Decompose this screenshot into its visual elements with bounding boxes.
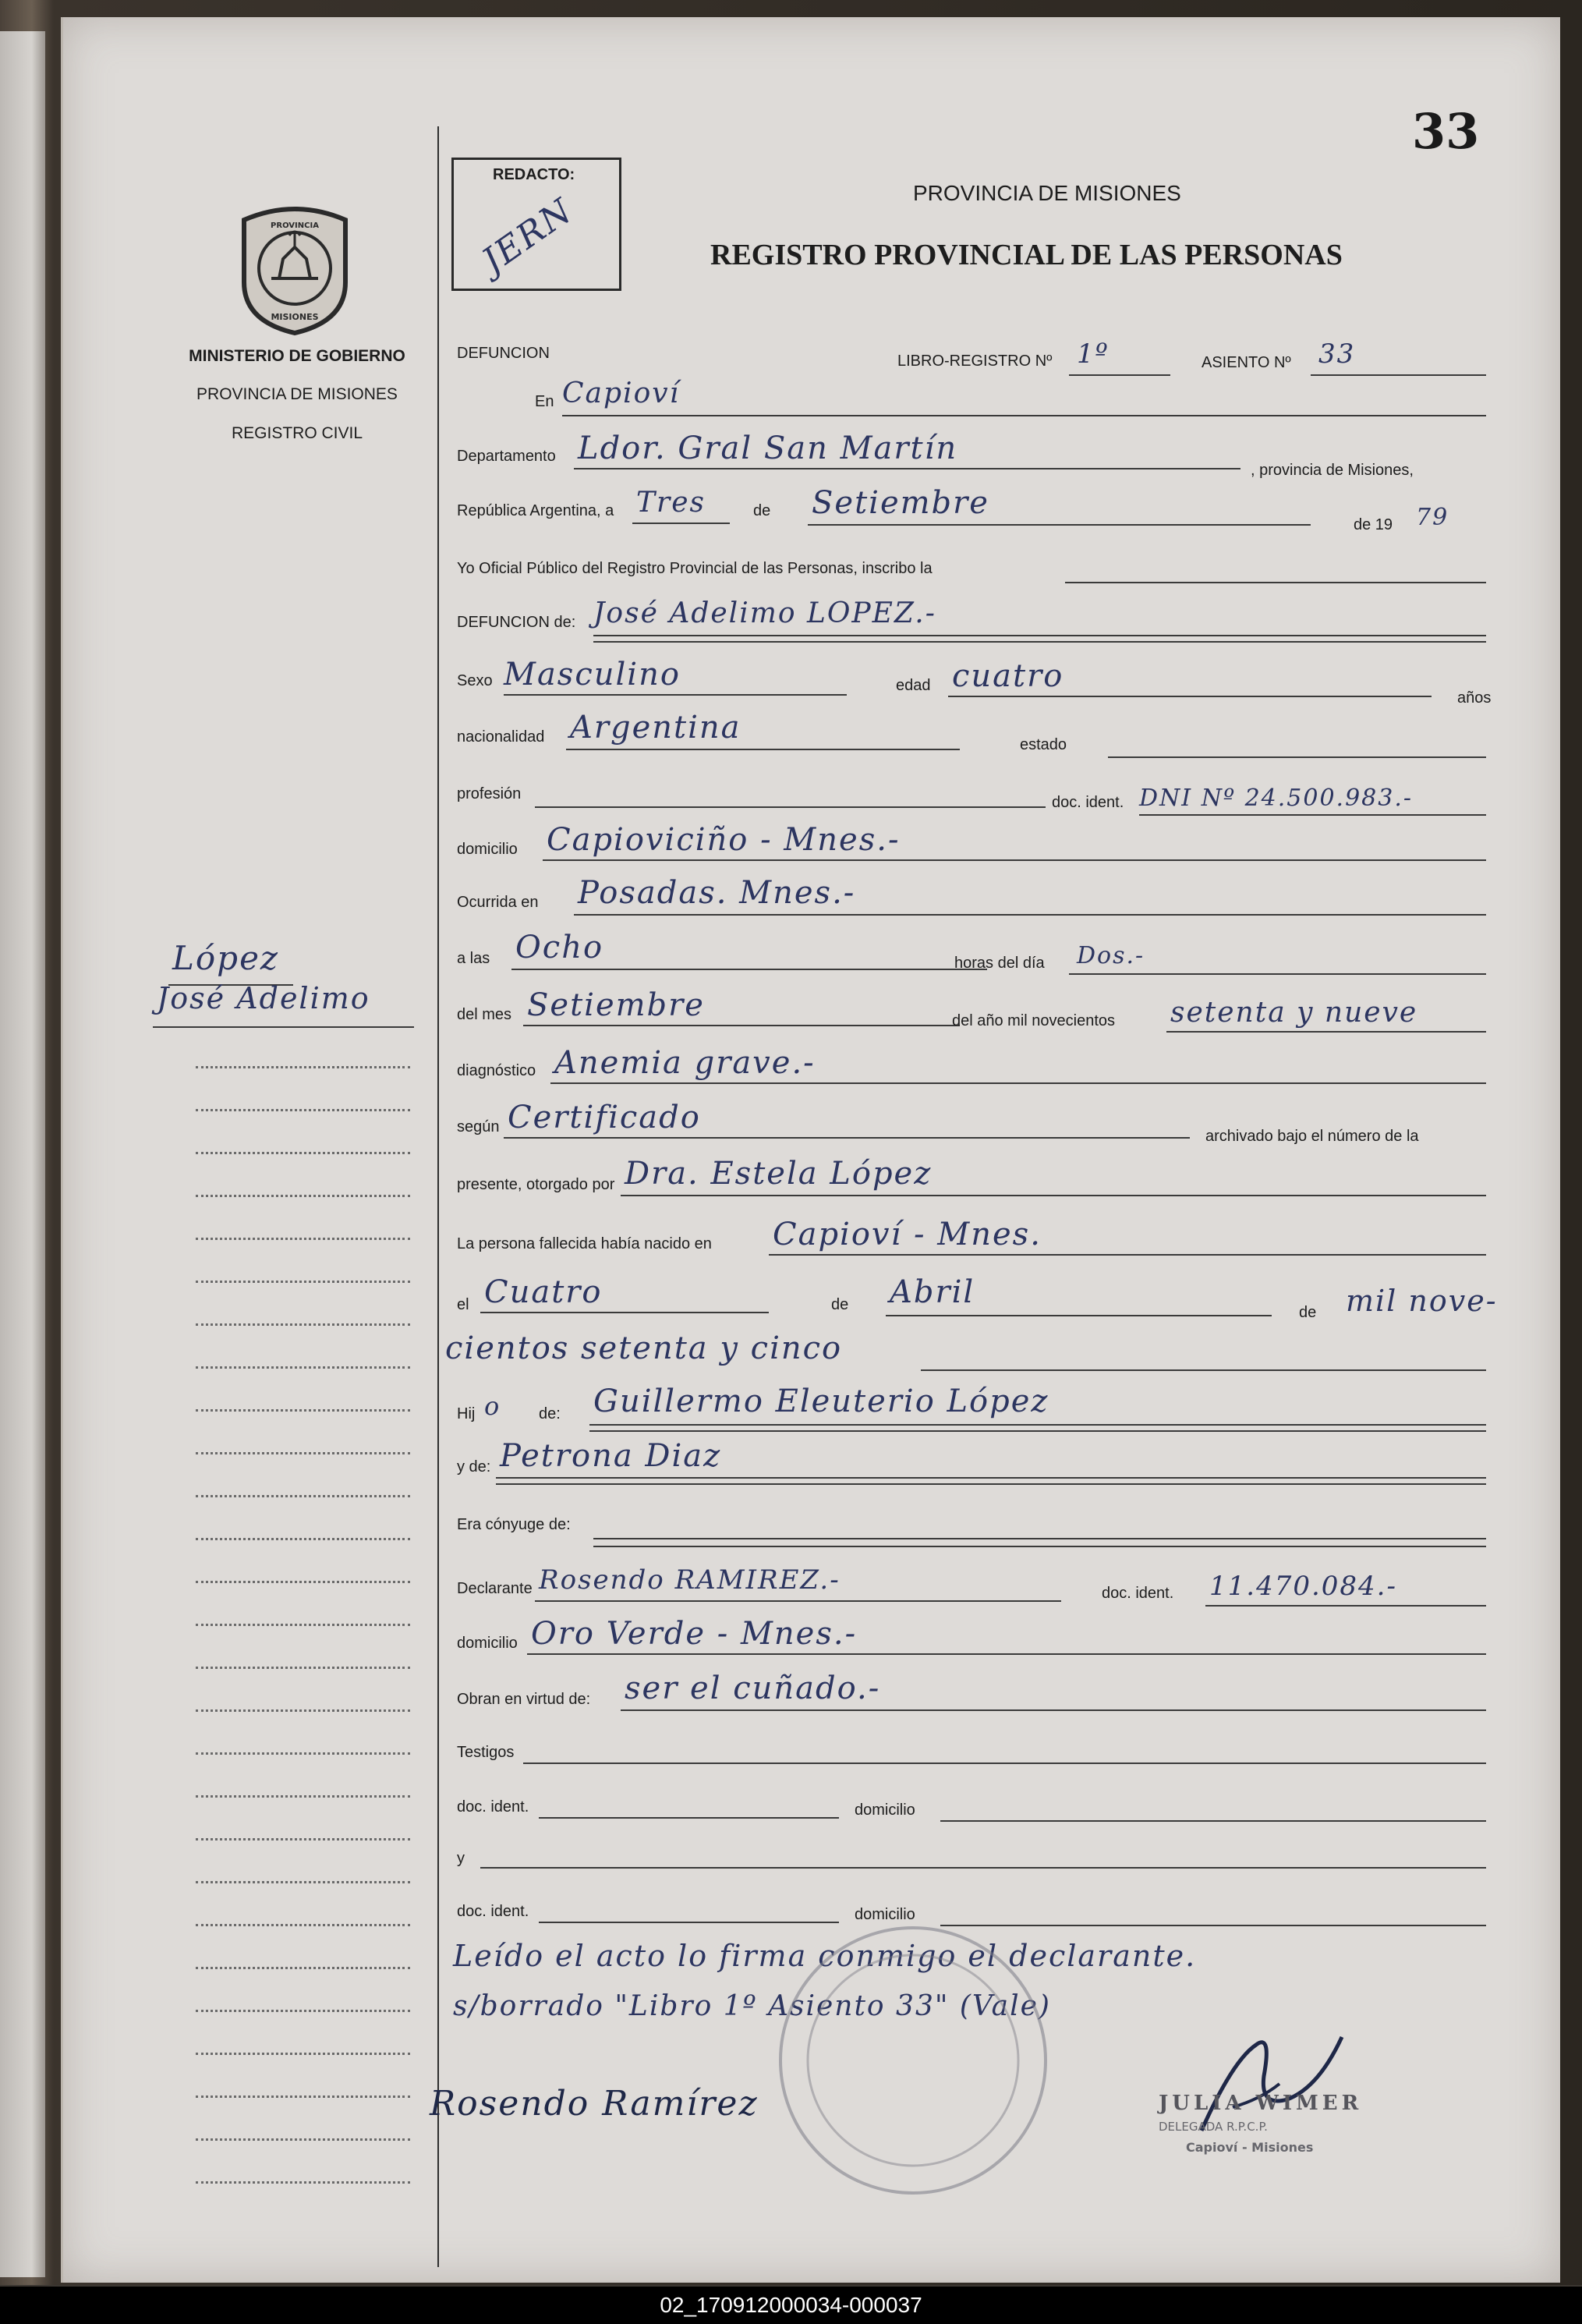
ministry-line2: PROVINCIA DE MISIONES bbox=[196, 385, 398, 403]
estado-label: estado bbox=[1020, 736, 1067, 753]
asiento-label: ASIENTO Nº bbox=[1202, 354, 1291, 371]
redacto-box bbox=[451, 158, 621, 291]
t2-doc-label: doc. ident. bbox=[457, 1903, 529, 1920]
edad-label: edad bbox=[896, 677, 931, 694]
decl-doc-label: doc. ident. bbox=[1102, 1585, 1174, 1602]
continuacion-value: cientos setenta y cinco bbox=[445, 1330, 843, 1366]
testigos-label: Testigos bbox=[457, 1744, 515, 1761]
declarante-signature: Rosendo Ramírez bbox=[430, 2084, 759, 2124]
padre-value: Guillermo Eleuterio López bbox=[593, 1383, 1049, 1419]
margin-note-surname: López bbox=[172, 939, 280, 977]
t1-doc-label: doc. ident. bbox=[457, 1798, 529, 1816]
de2-label: de bbox=[831, 1296, 849, 1313]
register-page bbox=[61, 17, 1560, 2283]
t1-dom-label: domicilio bbox=[855, 1801, 915, 1819]
margin-note-given-names: José Adelimo bbox=[157, 981, 370, 1015]
official-name: JULIA WIMER bbox=[1159, 2092, 1363, 2115]
el-value: Cuatro bbox=[484, 1274, 603, 1310]
official-place: Capioví - Misiones bbox=[1186, 2140, 1314, 2155]
defuncion-de-label: DEFUNCION de: bbox=[457, 614, 576, 631]
previous-page-edge bbox=[0, 31, 45, 2277]
ministry-line3: REGISTRO CIVIL bbox=[231, 424, 363, 442]
de3-label: de bbox=[1299, 1304, 1317, 1321]
yde-label: y de: bbox=[457, 1458, 491, 1476]
declarante-label: Declarante bbox=[457, 1580, 533, 1597]
delmes-label: del mes bbox=[457, 1006, 512, 1023]
nacido-label: La persona fallecida había nacido en bbox=[457, 1235, 712, 1252]
archivado-label: archivado bajo el número de la bbox=[1205, 1128, 1419, 1145]
diagnostico-value: Anemia grave.- bbox=[554, 1045, 816, 1081]
dia-value: Tres bbox=[636, 487, 706, 519]
doc-ident-value: DNI Nº 24.500.983.- bbox=[1139, 785, 1414, 812]
segun-value: Certificado bbox=[508, 1100, 701, 1135]
departamento-label: Departamento bbox=[457, 448, 556, 465]
nombre-value: José Adelimo LOPEZ.- bbox=[593, 597, 936, 629]
delanio-label: del año mil novecientos bbox=[952, 1012, 1116, 1029]
nacionalidad-label: nacionalidad bbox=[457, 728, 545, 746]
libro-label: LIBRO-REGISTRO Nº bbox=[897, 352, 1053, 370]
ocurrida-label: Ocurrida en bbox=[457, 894, 539, 911]
closing-note-line1: Leído el acto lo firma conmigo el declarante. bbox=[453, 1939, 1197, 1973]
libro-value: 1º bbox=[1077, 338, 1110, 370]
domicilio-label: domicilio bbox=[457, 841, 518, 858]
doc-ident-label: doc. ident. bbox=[1052, 794, 1124, 811]
hij-de-label: de: bbox=[539, 1405, 561, 1422]
header-registry: REGISTRO PROVINCIAL DE LAS PERSONAS bbox=[710, 239, 1343, 271]
profesion-label: profesión bbox=[457, 785, 522, 802]
province-seal-icon bbox=[236, 204, 353, 340]
segun-label: según bbox=[457, 1118, 500, 1135]
delanio-value: setenta y nueve bbox=[1170, 997, 1418, 1029]
hij-suffix: o bbox=[484, 1391, 501, 1421]
en-label: En bbox=[535, 393, 554, 410]
de2-value: Abril bbox=[890, 1274, 975, 1310]
en-value: Capioví bbox=[562, 377, 681, 409]
official-title: DELEGADA R.P.C.P. bbox=[1159, 2120, 1268, 2134]
anio-value: 79 bbox=[1416, 504, 1449, 531]
domicilio-value: Capioviciño - Mnes.- bbox=[547, 822, 901, 858]
hij-label: Hij bbox=[457, 1405, 476, 1422]
closing-note-line2: s/borrado "Libro 1º Asiento 33" (Vale) bbox=[453, 1990, 1051, 2022]
seal-top-text: PROVINCIA bbox=[271, 221, 319, 230]
anios-label: años bbox=[1457, 689, 1492, 707]
diagnostico-label: diagnóstico bbox=[457, 1062, 536, 1079]
horas-label: horas del día bbox=[954, 955, 1045, 972]
decl-dom-label: domicilio bbox=[457, 1635, 518, 1652]
ministry-line1: MINISTERIO DE GOBIERNO bbox=[189, 347, 405, 365]
obran-value: ser el cuñado.- bbox=[625, 1670, 881, 1706]
nacionalidad-value: Argentina bbox=[570, 710, 741, 746]
madre-value: Petrona Diaz bbox=[500, 1438, 722, 1474]
departamento-value: Ldor. Gral San Martín bbox=[578, 430, 958, 466]
presente-label: presente, otorgado por bbox=[457, 1176, 615, 1193]
decl-doc-value: 11.470.084.- bbox=[1209, 1571, 1397, 1602]
redacto-initials: JERN bbox=[475, 190, 581, 282]
delmes-value: Setiembre bbox=[527, 987, 705, 1023]
de-label: de bbox=[753, 502, 771, 519]
asiento-value: 33 bbox=[1318, 338, 1356, 370]
oficial-label: Yo Oficial Público del Registro Provincial de las Personas, inscribo la bbox=[457, 560, 933, 577]
alas-label: a las bbox=[457, 950, 490, 967]
mes-value: Setiembre bbox=[812, 485, 989, 521]
provincia-suffix: , provincia de Misiones, bbox=[1251, 462, 1414, 479]
t2-dom-label: domicilio bbox=[855, 1906, 915, 1923]
page-number: 33 bbox=[1412, 103, 1480, 160]
edad-value: cuatro bbox=[952, 658, 1064, 694]
alas-value: Ocho bbox=[515, 930, 604, 965]
el-label: el bbox=[457, 1296, 469, 1313]
form-left-rule bbox=[437, 126, 439, 2267]
seal-bottom-text: MISIONES bbox=[271, 312, 319, 322]
de3-value: mil nove- bbox=[1346, 1284, 1498, 1318]
de19-label: de 19 bbox=[1354, 516, 1393, 533]
official-stamp-icon bbox=[773, 1920, 1053, 2204]
sexo-value: Masculino bbox=[504, 657, 681, 693]
decl-dom-value: Oro Verde - Mnes.- bbox=[531, 1616, 858, 1652]
republica-label: República Argentina, a bbox=[457, 502, 614, 519]
y-label: y bbox=[457, 1850, 465, 1867]
obran-label: Obran en virtud de: bbox=[457, 1691, 591, 1708]
conyuge-label: Era cónyuge de: bbox=[457, 1516, 571, 1533]
declarante-value: Rosendo RAMIREZ.- bbox=[539, 1564, 841, 1596]
defuncion-label: DEFUNCION bbox=[457, 345, 550, 362]
nacido-value: Capioví - Mnes. bbox=[773, 1217, 1042, 1252]
redacto-label: REDACTO: bbox=[493, 166, 575, 183]
image-id-caption: 02_170912000034-000037 bbox=[0, 2287, 1582, 2324]
presente-value: Dra. Estela López bbox=[625, 1156, 933, 1192]
horas-value: Dos.- bbox=[1077, 942, 1145, 969]
sexo-label: Sexo bbox=[457, 672, 493, 689]
ocurrida-value: Posadas. Mnes.- bbox=[578, 875, 856, 911]
header-province: PROVINCIA DE MISIONES bbox=[913, 181, 1181, 205]
